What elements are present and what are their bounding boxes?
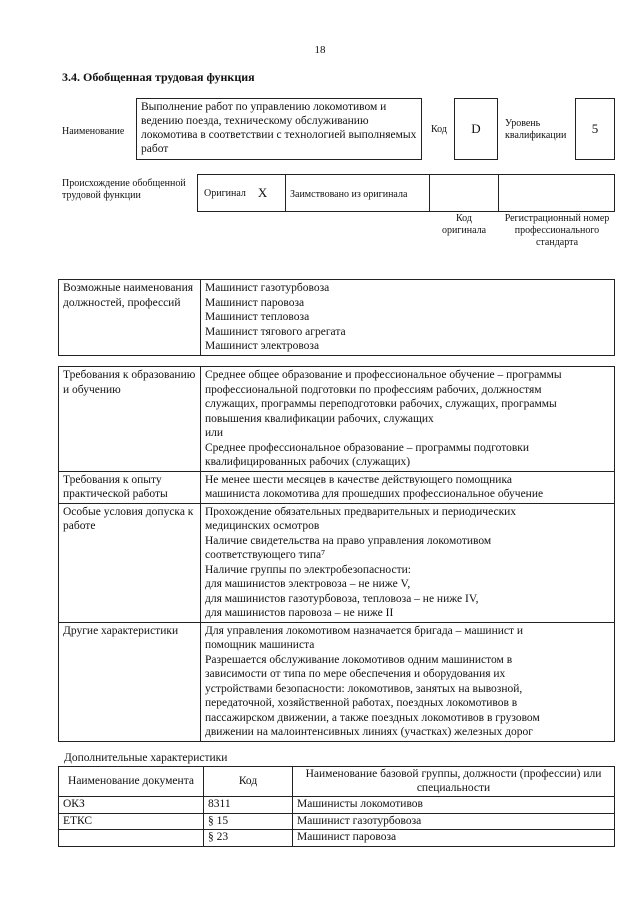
position-item: Машинист электровоза [205,340,320,352]
positions-label: Возможные наименования должностей, профессий [59,280,201,356]
requirement-line: соответствующего типа⁷ [205,549,326,561]
requirement-line: устройствами безопасности: локомотивов, занятых на вывозной, [205,682,523,695]
requirement-line: машиниста локомотива для прошедших профессиональное обучение [205,488,544,500]
header-code: Код [204,767,293,797]
requirement-label: Особые условия допуска к работе [59,503,201,622]
requirement-line: пассажирском движении, а также поездных локомотивов в грузовом [205,711,540,724]
requirement-line: Прохождение обязательных предварительных и периодических [205,505,517,518]
position-item: Машинист газотурбовоза [205,282,330,294]
function-name: Выполнение работ по управлению локомотивом и ведению поезда, техническому обслуживанию локомотива в соответствии с технологией выполняемых работ [136,98,422,160]
code-original-label: Код оригинала [441,213,487,236]
row-group: Машинист паровоза [293,830,615,847]
header-document: Наименование документа [59,767,204,797]
requirement-line: Среднее общее образование и профессиональное обучение – программы [205,369,562,381]
requirement-line: Разрешается обслуживание локомотивов одним машинистом в [205,653,513,666]
requirement-line: Не менее шести месяцев в качестве действующего помощника [205,473,512,486]
code-label: Код [431,124,447,135]
name-label: Наименование [62,126,125,137]
original-cell [197,174,286,212]
requirement-line: для машинистов электровоза – не ниже V, [205,578,411,590]
requirement-label: Требования к опыту практической работы [59,471,201,503]
row-code: § 15 [204,813,293,830]
table-row [59,813,615,830]
requirement-label: Другие характеристики [59,622,201,741]
requirement-line: зависимости от типа по мере обеспечения и оборудования их [205,668,506,680]
positions-table [58,279,615,356]
requirement-line: служащих, программы переподготовки рабочих, служащих, программы [205,398,557,410]
page-number: 18 [314,44,326,56]
requirement-row [59,367,615,472]
requirement-line: или [205,427,224,439]
level-label: Уровень квалификации [505,118,567,141]
requirement-line: квалифицированных рабочих (служащих) [205,456,411,468]
code-value: D [454,98,498,160]
position-item: Машинист тепловоза [205,311,310,323]
requirement-line: передаточной, хозяйственной работах, поездных локомотивов в [205,697,518,709]
section-title: 3.4. Обобщенная трудовая функция [62,70,255,84]
row-group: Машинисты локомотивов [293,797,615,814]
original-mark: X [257,185,268,200]
row-document [59,830,204,847]
borrowed-cell: Заимствовано из оригинала [285,174,430,212]
requirement-label: Требования к образованию и обучению [59,367,201,472]
additional-header-row [59,767,615,797]
requirement-row [59,622,615,741]
requirement-line: Наличие свидетельства на право управления локомотивом [205,534,492,547]
row-document: ЕТКС [59,813,204,830]
requirement-line: повышения квалификации рабочих, служащих [205,412,434,425]
position-item: Машинист тягового агрегата [205,325,346,338]
requirement-line: Для управления локомотивом назначается бригада – машинист и [205,624,524,637]
position-item: Машинист паровоза [205,296,305,309]
row-code: § 23 [204,830,293,847]
reg-number-cell [498,174,615,212]
requirement-row [59,471,615,503]
requirement-line: Среднее профессиональное образование – программы подготовки [205,441,530,454]
requirement-line: для машинистов паровоза – не ниже II [205,607,394,619]
row-group: Машинист газотурбовоза [293,813,615,830]
requirement-line: медицинских осмотров [205,520,320,532]
positions-list [201,280,615,356]
requirement-text [201,367,615,472]
requirement-text [201,503,615,622]
additional-table [58,766,615,847]
requirement-row [59,503,615,622]
row-code: 8311 [204,797,293,814]
table-row [59,797,615,814]
reg-number-label: Регистрационный номер профессионального стандарта [504,213,610,248]
origin-label: Происхождение обобщенной трудовой функции [62,178,186,201]
requirements-table [58,366,615,742]
additional-title: Дополнительные характеристики [64,752,228,764]
requirement-line: Наличие группы по электробезопасности: [205,563,411,576]
requirement-line: движении на малоинтенсивных линиях (участках) железных дорог [205,726,533,738]
header-group: Наименование базовой группы, должности (профессии) или специальности [293,767,615,797]
table-row [59,830,615,847]
level-value: 5 [575,98,615,160]
requirement-line: профессиональной подготовки по профессиям рабочих, должностям [205,383,542,396]
code-original-cell [429,174,499,212]
requirement-text [201,622,615,741]
requirement-line: для машинистов газотурбовоза, тепловоза – не ниже IV, [205,592,479,605]
row-document: ОКЗ [59,797,204,814]
requirement-text [201,471,615,503]
requirement-line: помощник машиниста [205,639,315,651]
original-label: Оригинал [204,187,246,199]
